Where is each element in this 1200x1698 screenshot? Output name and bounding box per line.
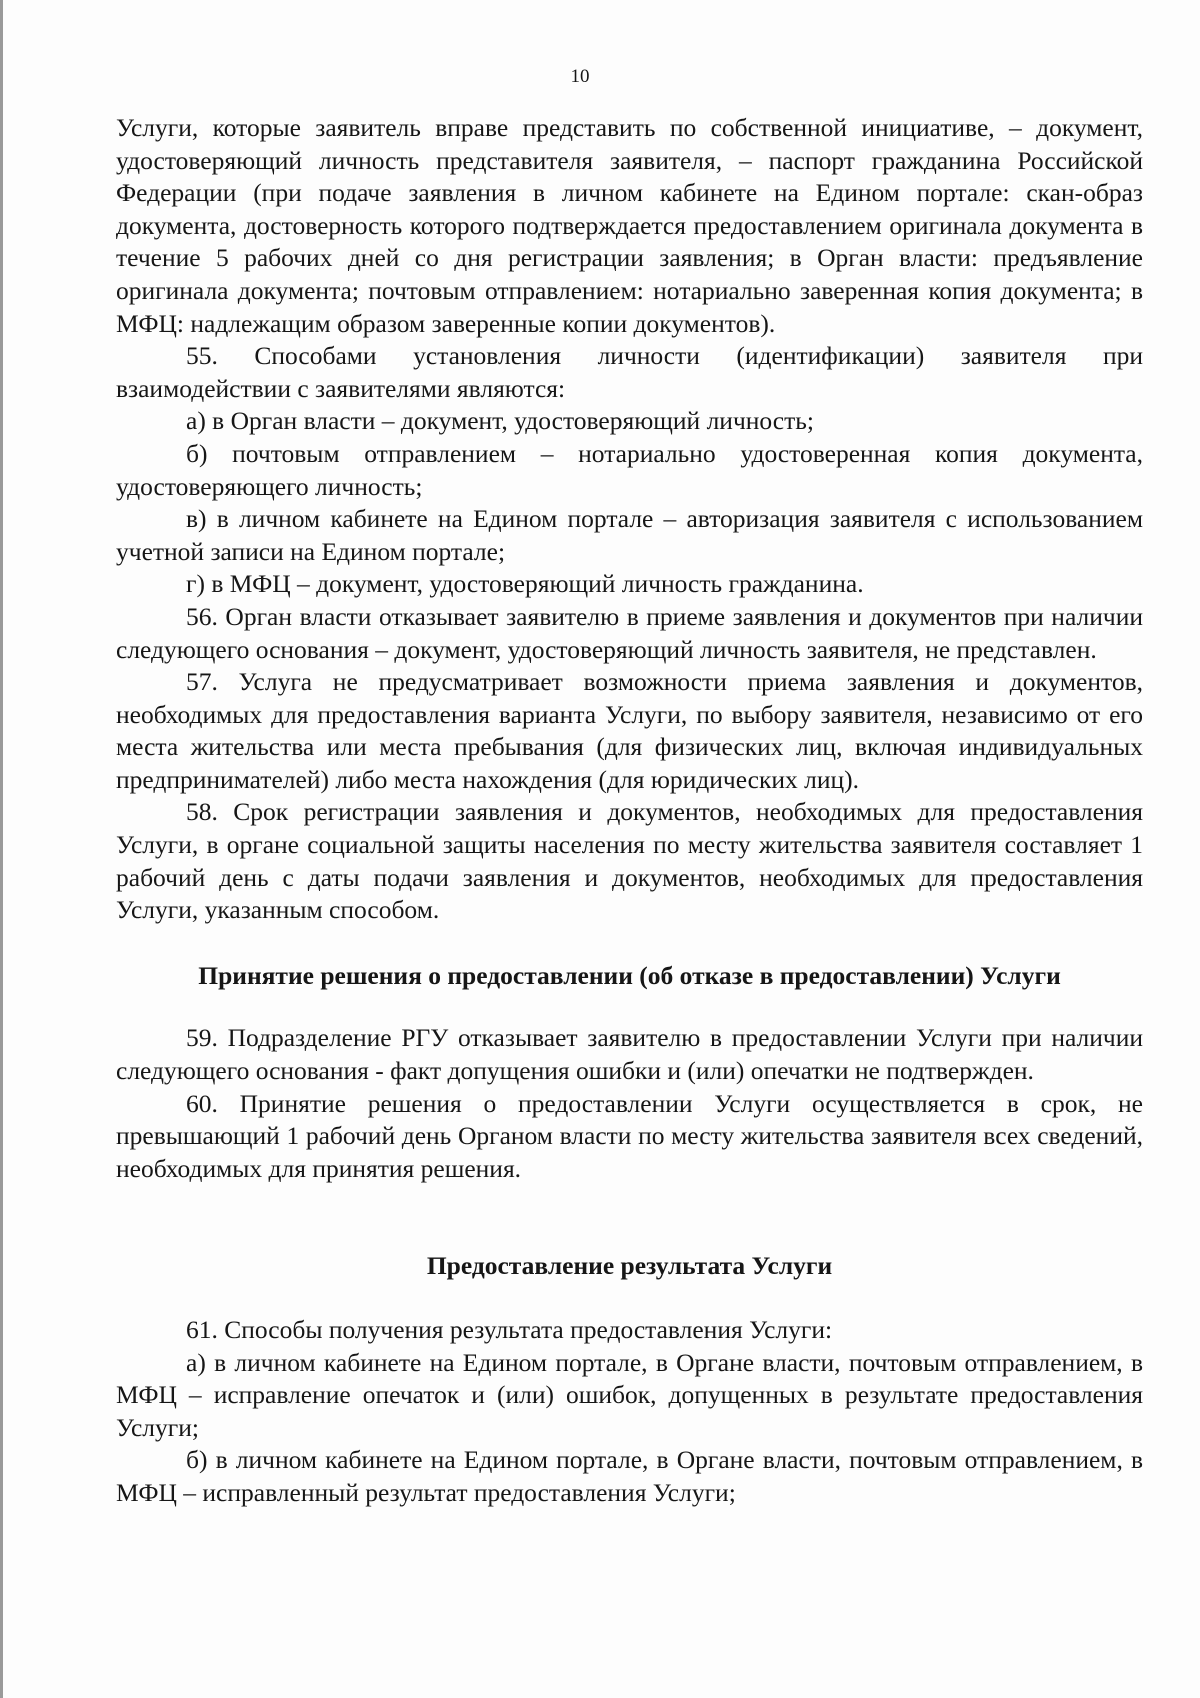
section-heading-decision: Принятие решения о предоставлении (об отказе в предоставлении) Услуги [198, 960, 1061, 990]
paragraph-57: 57. Услуга не предусматривает возможности приема заявления и документов, необходимых для предоставления варианта Услуги, по выбору заявителя, независимо от его места жительства или места пребывания (для физических лиц, включая индивидуальных предпринимателей) либо места нахождения (для юридических лиц). [116, 667, 1143, 794]
paragraph-55-a: а) в Орган власти – документ, удостоверяющий личность; [186, 406, 814, 436]
paragraph-61-b: б) в личном кабинете на Едином портале, в Органе власти, почтовым отправлением, в МФЦ – исправленный результат предоставления Услуги; [116, 1445, 1143, 1507]
paragraph-55-g: г) в МФЦ – документ, удостоверяющий личность гражданина. [186, 569, 864, 599]
paragraph-58: 58. Срок регистрации заявления и документов, необходимых для предоставления Услуги, в органе социальной защиты населения по месту жительства заявителя составляет 1 рабочий день с даты подачи заявления и документов, необходимых для предоставления Услуги, указанным способом. [116, 797, 1143, 925]
paragraph-55-v: в) в личном кабинете на Едином портале – авторизация заявителя с использованием учетной записи на Едином портале; [116, 504, 1143, 566]
section-heading-result: Предоставление результата Услуги [426, 1251, 833, 1281]
scan-edge [0, 0, 3, 1698]
paragraph-continuation: Услуги, которые заявитель вправе представить по собственной инициативе, – документ, удостоверяющий личность представителя заявителя, – паспорт гражданина Российской Федерации (при подаче заявления в личном кабинете на Едином портале: скан-образ документа, достоверность которого подтверждается предоставлением оригинала документа в течение 5 рабочих дней со дня регистрации заявления; в Орган власти: предъявление оригинала документа; почтовым отправлением: нотариально заверенная копия документа; в МФЦ: надлежащим образом заверенные копии документов). [116, 113, 1143, 338]
document-body [116, 112, 1143, 1510]
paragraph-55: 55. Способами установления личности (идентификации) заявителя при взаимодействии с заявителями являются: [116, 341, 1143, 403]
paragraph-60: 60. Принятие решения о предоставлении Услуги осуществляется в срок, не превышающий 1 рабочий день Органом власти по месту жительства заявителя всех сведений, необходимых для принятия решения. [116, 1088, 1143, 1183]
paragraph-56: 56. Орган власти отказывает заявителю в приеме заявления и документов при наличии следующего основания – документ, удостоверяющий личность заявителя, не представлен. [116, 601, 1143, 664]
page-number: 10 [570, 66, 590, 87]
paragraph-55-b: б) почтовым отправлением – нотариально удостоверенная копия документа, удостоверяющего личность; [116, 438, 1143, 501]
paragraph-61: 61. Способы получения результата предоставления Услуги: [186, 1315, 833, 1344]
paragraph-61-a: а) в личном кабинете на Едином портале, в Органе власти, почтовым отправлением, в МФЦ – исправление опечаток и (или) ошибок, допущенных в результате предоставления Услуги; [116, 1347, 1143, 1442]
paragraph-59: 59. Подразделение РГУ отказывает заявителю в предоставлении Услуги при наличии следующего основания - факт допущения ошибки и (или) опечатки не подтвержден. [116, 1023, 1143, 1086]
